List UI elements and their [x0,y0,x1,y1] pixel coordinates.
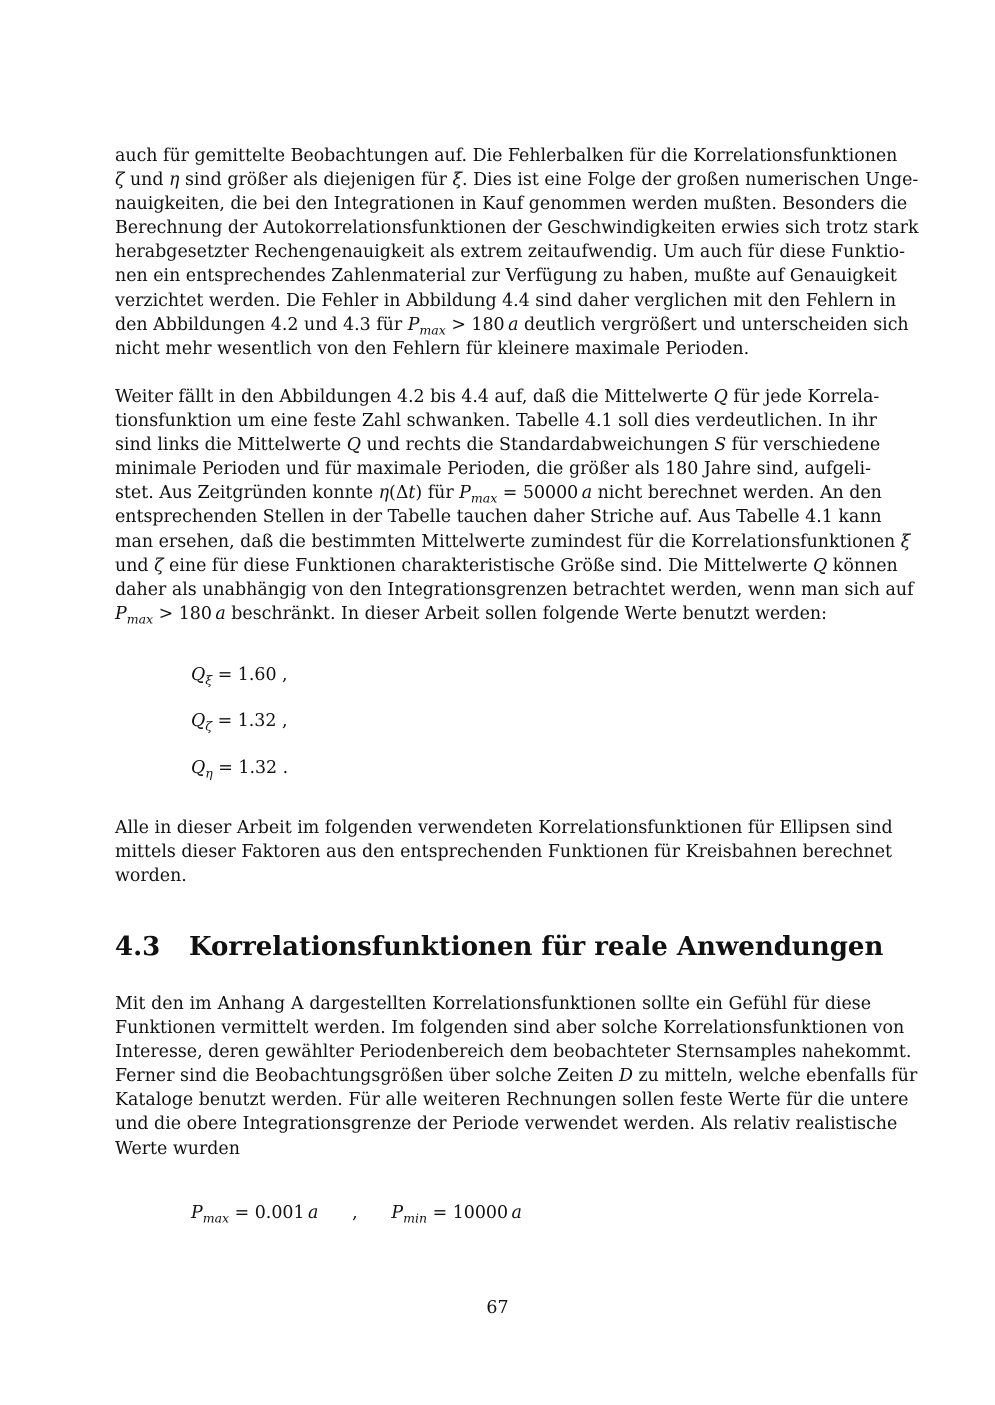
text-line: Kataloge benutzt werden. Für alle weiteren Rechnungen sollen feste Werte für die untere [115,1090,909,1111]
text-line: man ersehen, daß die bestimmten Mittelwerte zumindest für die Korrelationsfunktionen ξ [115,531,911,552]
text-line: Ferner sind die Beobachtungsgrößen über solche Zeiten D zu mitteln, welche ebenfalls für [115,1066,918,1087]
text-line: verzichtet werden. Die Fehler in Abbildung 4.4 sind daher verglichen mit den Fehlern in [115,290,897,311]
text-line: stet. Aus Zeitgründen konnte η(Δt) für $P_{max} = 50000$ a nicht berechnet werden. An den [115,483,882,506]
text-line: sind links die Mittelwerte Q und rechts die Standardabweichungen S für verschiedene [115,435,881,456]
text-line: nicht mehr wesentlich von den Fehlern für kleinere maximale Perioden. [115,338,750,359]
text-line: Alle in dieser Arbeit im folgenden verwendeten Korrelationsfunktionen für Ellipsen sind [115,818,893,838]
paragraph-real-applications [115,992,918,1161]
section-number: 4.3 [115,932,161,962]
text-line: mittels dieser Faktoren aus den entsprechenden Funktionen für Kreisbahnen berechnet [115,842,893,863]
text-line: $P_{max} > 180$ a beschränkt. In dieser Arbeit sollen folgende Werte benutzt werden: [115,603,827,627]
text-line: und die obere Integrationsgrenze der Periode verwendet werden. Als relativ realistische [115,1114,898,1135]
equation-q-eta: $Q_\eta = 1.32$ . [191,758,289,781]
text-line: Interesse, deren gewählter Periodenbereich dem beobachteter Sternsamples nahekommt. [115,1042,912,1063]
text-line: Mit den im Anhang A dargestellten Korrelationsfunktionen sollte ein Gefühl für diese [115,994,871,1014]
paragraph-mean-values [115,385,914,627]
text-line: Weiter fällt in den Abbildungen 4.2 bis 4.4 auf, daß die Mittelwerte Q für jede Korrela- [115,387,880,407]
text-line: den Abbildungen 4.2 und 4.3 für $P_{max} > 180$ a deutlich vergrößert und unterscheiden sich [115,314,909,338]
text-line: entsprechenden Stellen in der Tabelle tauchen daher Striche auf. Aus Tabelle 4.1 kann [115,507,882,528]
text-line: tionsfunktion um eine feste Zahl schwanken. Tabelle 4.1 soll dies verdeutlichen. In ihr [115,411,877,432]
text-line: daher als unabhängig von den Integrationsgrenzen betrachtet werden, wenn man sich auf [115,579,914,600]
text-line: nen ein entsprechendes Zahlenmaterial zur Verfügung zu haben, mußte auf Genauigkeit [115,266,897,287]
paragraph-ellipses [115,816,893,888]
text-line: minimale Perioden und für maximale Perioden, die größer als 180 Jahre sind, aufgeli- [115,459,871,480]
section-title: Korrelationsfunktionen für reale Anwendungen [189,932,884,962]
equation-period-limits [191,1201,522,1225]
text-line: Berechnung der Autokorrelationsfunktionen der Geschwindigkeiten erwies sich trotz stark [115,218,919,239]
paragraph-error-bars [115,144,919,361]
text-line: und ζ eine für diese Funktionen charakteristische Größe sind. Die Mittelwerte Q können [115,555,898,576]
text-line: auch für gemittelte Beobachtungen auf. Die Fehlerbalken für die Korrelationsfunktionen [115,146,898,166]
equation-q-xi: $Q_\xi = 1.60$ , [191,665,288,688]
equation-q-zeta: $Q_\zeta = 1.32$ , [191,711,288,734]
section-heading [115,930,883,964]
equation-separator: , [352,1203,358,1223]
equation-pmin: $P_{min} = 10000$ a [391,1203,522,1226]
text-line: worden. [115,866,187,887]
text-line: nauigkeiten, die bei den Integrationen in Kauf genommen werden mußten. Besonders die [115,194,908,215]
equation-pmax: $P_{max} = 0.001$ a [191,1203,319,1226]
page-number: 67 [486,1298,509,1318]
text-line: Werte wurden [115,1138,240,1159]
text-line: Funktionen vermittelt werden. Im folgenden sind aber solche Korrelationsfunktionen von [115,1018,905,1039]
text-line: ζ und η sind größer als diejenigen für ξ. Dies ist eine Folge der großen numerischen Unge- [115,170,919,191]
text-line: herabgesetzter Rechengenauigkeit als extrem zeitaufwendig. Um auch für diese Funktio- [115,242,906,263]
